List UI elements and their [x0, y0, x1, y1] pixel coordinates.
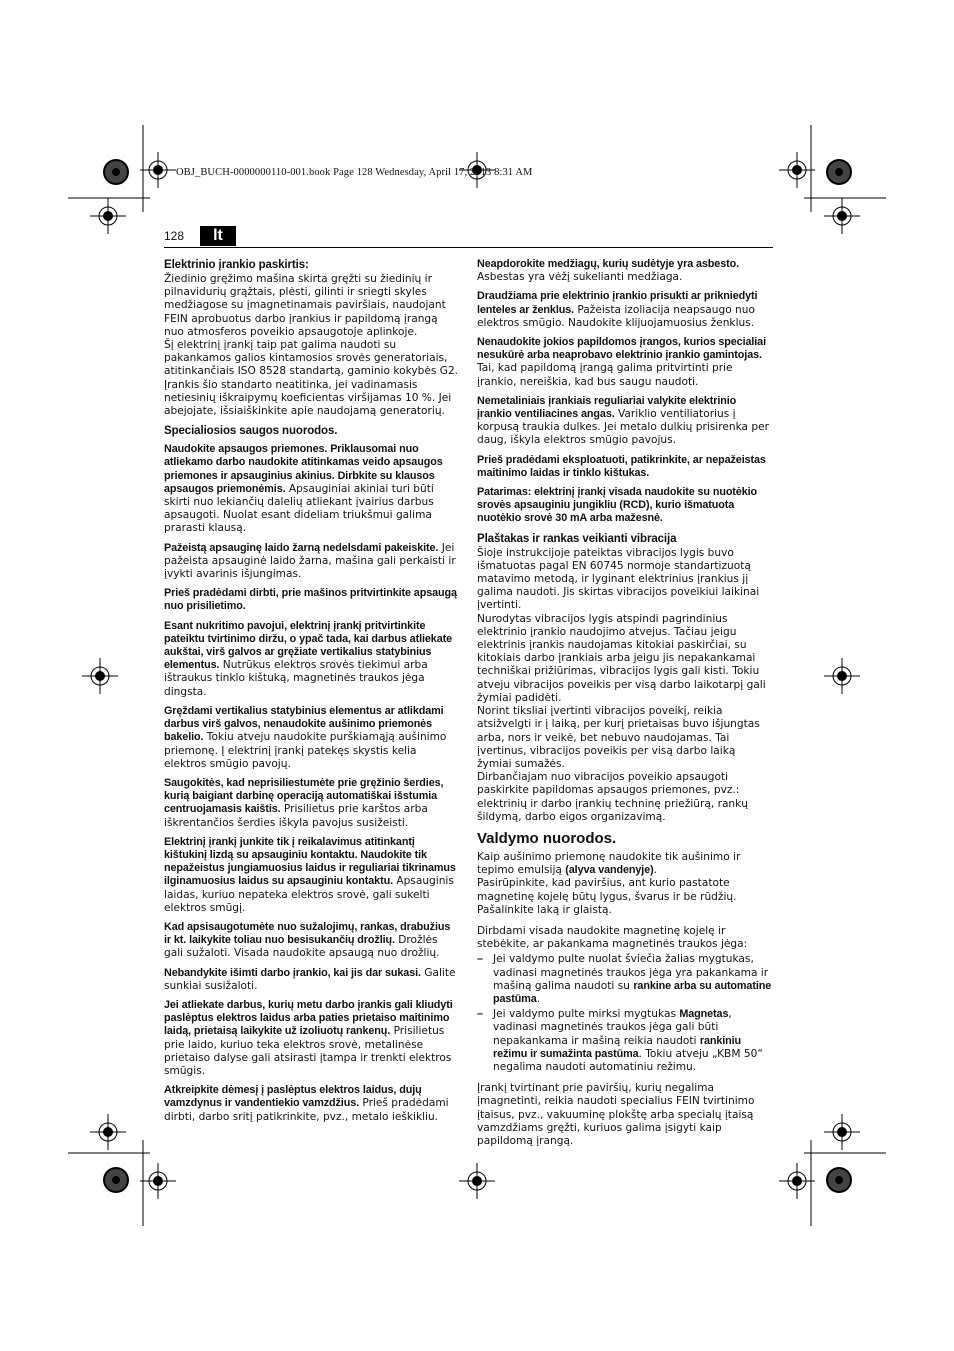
registration-mark-right-lower-icon [824, 1114, 860, 1150]
color-target-top-left-icon [103, 159, 129, 185]
section-heading-safety: Specialiosios saugos nuorodos. [164, 425, 338, 438]
page-number: 128 [164, 229, 185, 243]
paragraph: Dirbančiajam nuo vibracijos poveikio apsaugoti paskirkite papildomas apsaugos priemones, pvz.: elektrinių ir darbo įrankių techninę priežiūrą, rankų šildymą, darbo eigos organizavimą. [477, 771, 748, 823]
warning-item: Pažeistą apsauginę laido žarną nedelsdami pakeiskite. Jei pažeista apsauginė laido žarna, mašina gali perkaisti ir įvykti avarinis išjungimas. [164, 541, 456, 581]
section-heading-operation: Valdymo nuorodos. [477, 829, 617, 847]
language-badge: lt [200, 226, 236, 246]
registration-mark-bottom-right-icon [779, 1163, 815, 1199]
registration-mark-left-lower-icon [90, 1114, 126, 1150]
paragraph: Nurodytas vibracijos lygis atspindi pagrindinius elektrinio įrankio naudojimo atvejus. Tačiau jeigu elektrinis įrankis naudojamas kitokiai paskirčiai, su kitokiais darbo įrankiais arba jeigu jis nepakankamai techniškai prižiūrimas, vibracijos lygis gali kisti. Tokiu atveju vibracijos poveikis per visą darbo laikotarpį gali žymiai padidėti. [477, 612, 766, 704]
registration-mark-right-upper-icon [824, 198, 860, 234]
registration-mark-bottom-mid-icon [459, 1163, 495, 1199]
registration-mark-top-left-icon [140, 152, 176, 188]
paragraph: Žiedinio gręžimo mašina skirta gręžti su žiedinių ir pilnavidurių grąžtais, plėsti, gilinti ir sriegti skyles medžiagose su įmagnetinamais paviršiais, naudojant FEIN aprobuotus darbo įrankius ir papildomą įrangą nuo atmosferos poveikio apsaugotoje aplinkoje. [164, 273, 446, 338]
list-item: – Jei valdymo pulte mirksi mygtukas Magnetas, vadinasi magnetinės traukos jėga gali būti nepakankama ir mašiną reikia naudoti rankiniu režimu ir sumažinta pastūma. Tokiu atveju „KBM 50“ negalima naudoti automatiniu režimu. [477, 1008, 763, 1073]
warning-item: Draudžiama prie elektrinio įrankio prisukti ar prikniedyti lenteles ar ženklus. Pažeista izoliacija neapsaugo nuo elektros smūgio. Naudokite klijuojamuosius ženklus. [477, 290, 758, 329]
warning-item: Esant nukritimo pavojui, elektrinį įrankį pritvirtinkite pateiktu tvirtinimo diržu, o ypač tada, kai darbus atliekate aukštai, virš galvos ar gręžiate vertikalius statybinius elementus. Nutrūkus elektros srovės tiekimui arba ištraukus tinklo kištuką, magnetinės traukos jėga dingsta. [164, 619, 452, 698]
paragraph: Įrankį tvirtinant prie paviršių, kurių negalima įmagnetinti, reikia naudoti specialius FEIN tvirtinimo įtaisus, pvz., vakuuminę plokštę arba specialų įtaisą vamzdžiams gręžti, kuriuos galima įsigyti kaip papildomą įrangą. [477, 1082, 755, 1147]
warning-item: Saugokitės, kad neprisiliestumėte prie gręžinio šerdies, kurią baigiant darbinę operaciją automatiškai išstumia centruojamasis kaištis. Prisilietus prie karštos arba iškrentančios šerdies iškyla pavojus susižeisti. [164, 776, 444, 829]
registration-mark-bottom-left-icon [140, 1163, 176, 1199]
section-heading-vibration: Plaštakas ir rankas veikianti vibracija [477, 532, 677, 545]
color-target-bottom-left-icon [103, 1167, 129, 1193]
registration-mark-top-right-icon [779, 152, 815, 188]
warning-item: Nemetaliniais įrankiais reguliariai valykite elektrinio įrankio ventiliacines angas. Variklio ventiliatorius į korpusą traukia dulkes. Jei metalo dulkių prisirenka per daug, iškyla elektros smūgio pavojus. [477, 394, 769, 447]
paragraph: Pasirūpinkite, kad paviršius, ant kurio pastatote magnetinę kojelę būtų lygus, švarus ir be rūdžių. Pašalinkite laką ir glaistą. [477, 877, 737, 916]
warning-item: Naudokite apsaugos priemones. Priklausomai nuo atliekamo darbo naudokite atitinkamas veido apsaugos priemones ir apsauginius akinius. Dirbkite su klausos apsaugos priemonėmis. Apsauginiai akiniai turi būti skirti nuo lekiančių dalelių atliekant įvairius darbus apsaugoti. Nuolat esant dideliam triukšmui galima prarasti klausą. [164, 443, 443, 535]
bullet-list [477, 953, 773, 1074]
registration-mark-right-mid-icon [824, 658, 860, 694]
paragraph: Kaip aušinimo priemonę naudokite tik aušinimo ir tepimo emulsiją (alyva vandenyje). [477, 850, 741, 877]
paragraph: Norint tiksliai įvertinti vibracijos poveikį, reikia atsižvelgti ir į laiką, per kurį prietaisas buvo išjungtas arba, nors ir veikė, bet nebuvo naudojamas. Tai įvertinus, vibracijos poveikis per visą darbo laiką žymiai sumažės. [477, 705, 760, 770]
warning-item: Elektrinį įrankį junkite tik į reikalavimus atitinkantį kištukinį lizdą su apsauginiu kontaktu. Naudokite tik nepažeistus jungiamuosius laidus ir reguliariai tikrinamus ilginamuosius laidus su apsauginiu kontaktu. Apsauginis laidas, kuriuo nepateka elektros srovė, gali sukelti elektros smūgį. [164, 835, 456, 914]
warning-item: Nenaudokite jokios papildomos įrangos, kurios specialiai nesukūrė arba neaprobavo elektrinio įrankio gamintojas. Tai, kad papildomą įrangą galima pritvirtinti prie įrankio, nereiškia, kad bus saugu naudoti. [477, 336, 766, 388]
warning-item: Neapdorokite medžiagų, kurių sudėtyje yra asbesto. Asbestas yra vėžį sukelianti medžiaga. [477, 258, 740, 284]
warning-item: Kad apsisaugotumėte nuo sužalojimų, rankas, drabužius ir kt. laikykite toliau nuo besisukančių drožlių. Drožlės gali sužaloti. Visada naudokite apsaugą nuo drožlių. [164, 920, 451, 960]
paragraph: Šį elektrinį įrankį taip pat galima naudoti su pakankamos galios kintamosios srovės generatoriais, atitinkančiais ISO 8528 standartą, gaminio kokybės G2. Įrankis šio standarto neatitinka, jei vadinamasis netiesinių iškraipymų koeficientas viršijamas 10 %. Jei abejojate, išsiaiškinkite apie naudojamą generatorių. [164, 339, 459, 418]
color-target-top-right-icon [826, 159, 852, 185]
registration-mark-left-mid-icon [82, 658, 118, 694]
header-rule [164, 247, 773, 248]
warning-item: Atkreipkite dėmesį į paslėptus elektros laidus, dujų vamzdynus ir vandentiekio vamzdžius. Prieš pradėdami dirbti, darbo sritį patikrinkite, pvz., metalo ieškikliu. [164, 1084, 449, 1123]
paragraph: Dirbdami visada naudokite magnetinę kojelę ir stebėkite, ar pakankama magnetinės traukos jėga: [477, 924, 748, 951]
warning-item: Prieš pradėdami eksploatuoti, patikrinkite, ar nepažeistas maitinimo laidas ir tinklo kištukas. [477, 453, 766, 479]
list-item: – Jei valdymo pulte nuolat šviečia žalias mygtukas, vadinasi magnetinės traukos jėga yra pakankama ir mašiną galima naudoti su rankine arba su automatine pastūma. [477, 953, 772, 1005]
warning-item: Patarimas: elektrinį įrankį visada naudokite su nuotėkio srovės apsauginiu jungikliu (RCD), kurio išmatuota nuotėkio srovė 30 mA arba mažesnė. [477, 486, 758, 525]
left-column [164, 258, 460, 1130]
warning-item: Gręždami vertikalius statybinius elementus ar atlikdami darbus virš galvos, nenaudokite aušinimo priemonės bakelio. Tokiu atveju naudokite purškiamąją aušinimo priemonę. Į elektrinį įrankį patekęs skystis kelia elektros smūgio pavojų. [164, 704, 447, 770]
warning-item: Jei atliekate darbus, kurių metu darbo įrankis gali kliudyti paslėptus elektros laidus arba paties prietaiso maitinimo laidą, prietaisą laikykite už izoliuotų rankenų. Prisilietus prie laido, kuriuo teka elektros srovė, metalinėse prietaiso dalyse gali atsirasti įtampa ir trenkti elektros smūgis. [164, 998, 453, 1077]
paragraph: Šioje instrukcijoje pateiktas vibracijos lygis buvo išmatuotas pagal EN 60745 normoje standartizuotą matavimo metodą, ir lyginant elektrinius įrankius jį galima naudoti. Jis skirtas vibracijos poveikiui laikinai įvertinti. [477, 546, 760, 612]
warning-item: Prieš pradėdami dirbti, prie mašinos pritvirtinkite apsaugą nuo prisilietimo. [164, 587, 457, 613]
section-heading-intended-use: Elektrinio įrankio paskirtis: [164, 259, 309, 271]
registration-mark-left-upper-icon [90, 198, 126, 234]
warning-item: Nebandykite išimti darbo įrankio, kai jis dar sukasi. Galite sunkiai susižaloti. [164, 966, 456, 992]
print-slug: OBJ_BUCH-0000000110-001.book Page 128 Wednesday, April 17, 2013 8:31 AM [176, 167, 533, 178]
color-target-bottom-right-icon [826, 1167, 852, 1193]
right-column [477, 258, 773, 1154]
